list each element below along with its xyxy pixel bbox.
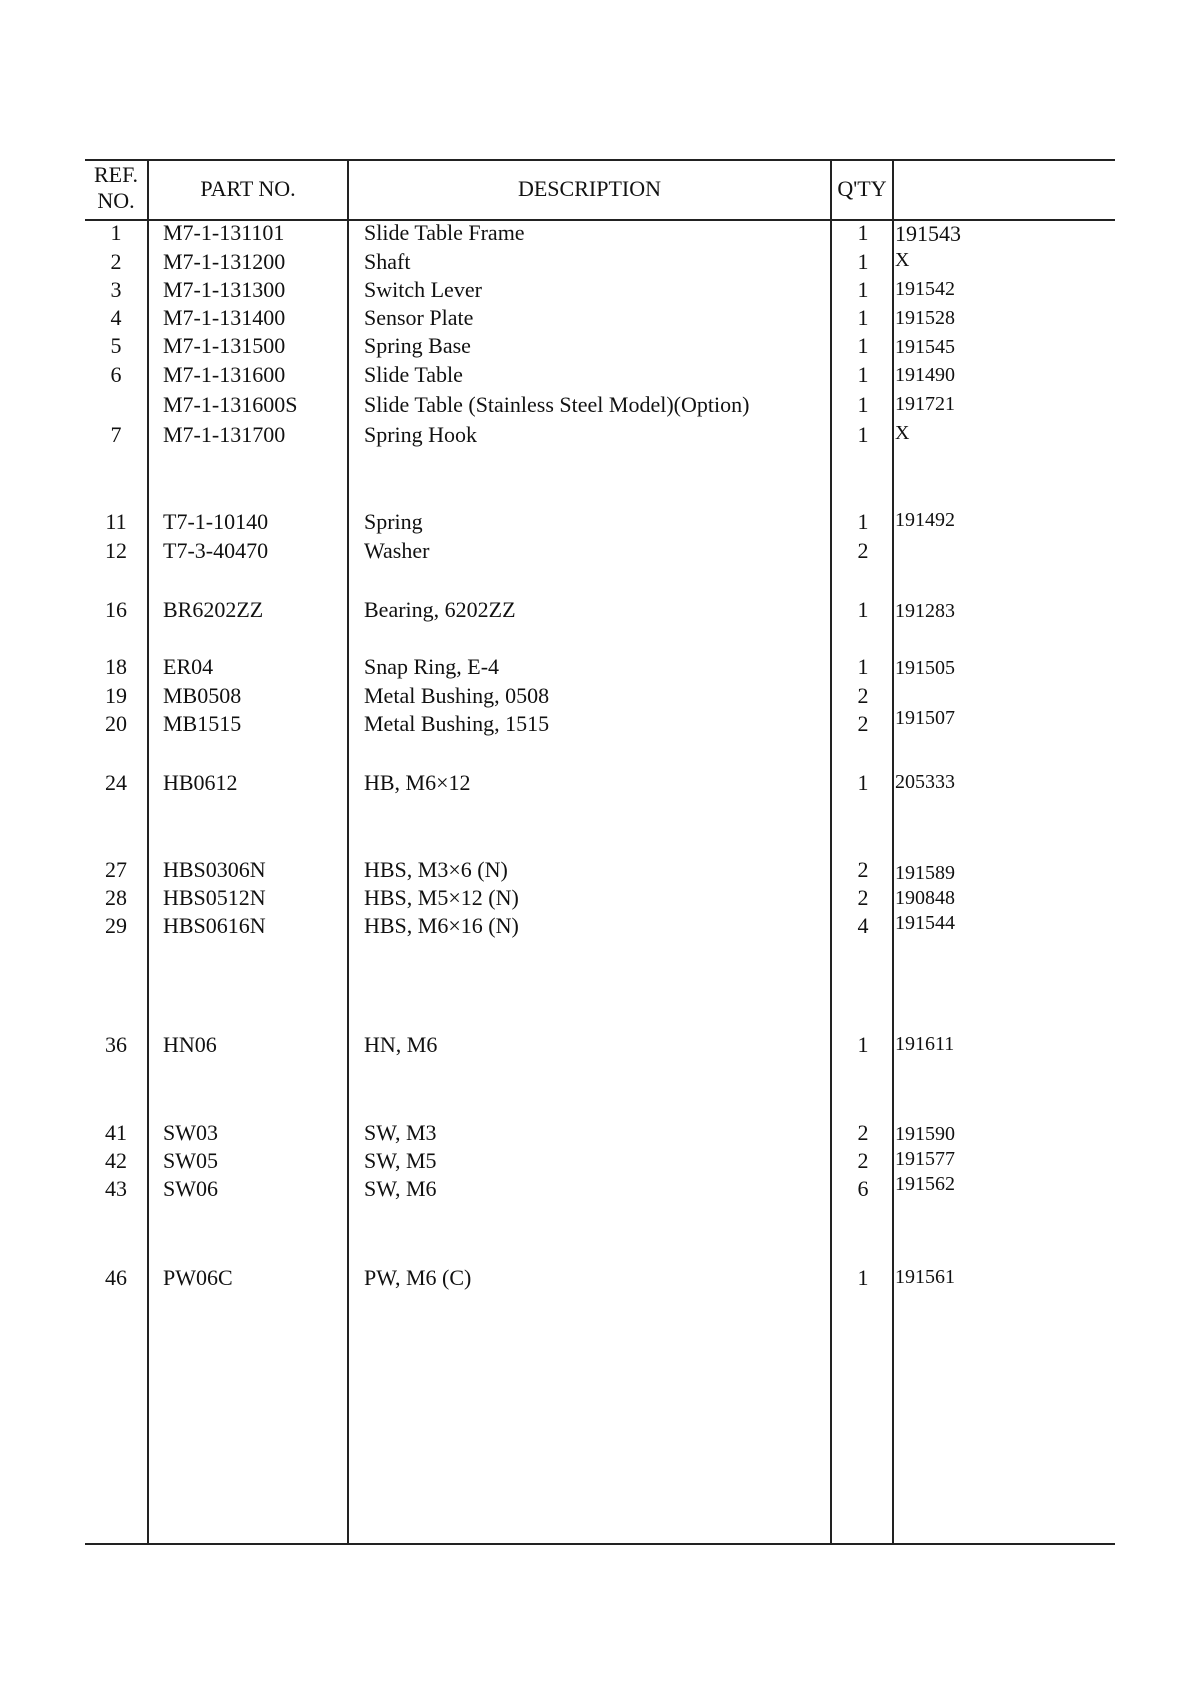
ref-no: 1: [110, 220, 122, 245]
code: 191528: [895, 307, 955, 329]
part-no: HB0612: [163, 770, 238, 795]
part-no: M7-1-131500: [163, 333, 286, 358]
code: 191611: [895, 1033, 955, 1055]
description: PW, M6 (C): [364, 1265, 472, 1290]
ref-no: 46: [105, 1265, 127, 1290]
ref-no: 11: [105, 509, 127, 534]
header-ref: [85, 162, 147, 214]
code: 191505: [895, 657, 955, 679]
part-no: T7-1-10140: [163, 509, 269, 534]
part-no: M7-1-131700: [163, 422, 286, 447]
ref-no: 27: [105, 857, 127, 882]
description: Snap Ring, E-4: [364, 654, 500, 679]
code: 191545: [895, 336, 955, 358]
part-no: M7-1-131600: [163, 362, 286, 387]
column-divider-part: [347, 159, 349, 1545]
quantity: 2: [857, 538, 869, 563]
ref-no: 16: [105, 597, 127, 622]
code: X: [895, 249, 910, 271]
code: 190848: [895, 887, 955, 909]
code: 191577: [895, 1148, 955, 1170]
part-no: HBS0306N: [163, 857, 266, 882]
ref-no: 12: [105, 538, 127, 563]
description: HBS, M5×12 (N): [364, 885, 519, 910]
ref-no: 41: [105, 1120, 127, 1145]
part-no: ER04: [163, 654, 214, 679]
description: Spring: [364, 509, 423, 534]
part-no: HBS0616N: [163, 913, 266, 938]
description: Switch Lever: [364, 277, 482, 302]
part-no: M7-1-131101: [163, 220, 285, 245]
description: HBS, M3×6 (N): [364, 857, 508, 882]
ref-no: 18: [105, 654, 127, 679]
header-part-no: PART NO.: [200, 176, 296, 201]
table-top-rule: [85, 159, 1115, 161]
description: Washer: [364, 538, 430, 563]
code: 191590: [895, 1123, 955, 1145]
ref-no: 5: [110, 333, 122, 358]
ref-no: 24: [105, 770, 127, 795]
quantity: 1: [857, 654, 869, 679]
description: Bearing, 6202ZZ: [364, 597, 516, 622]
header-ref-line1: REF.: [93, 162, 139, 187]
quantity: 1: [857, 220, 869, 245]
ref-no: 20: [105, 711, 127, 736]
ref-no: 3: [110, 277, 122, 302]
code: 191542: [895, 278, 955, 300]
description: Metal Bushing, 1515: [364, 711, 550, 736]
part-no: PW06C: [163, 1265, 233, 1290]
quantity: 2: [857, 1148, 869, 1173]
quantity: 1: [857, 597, 869, 622]
ref-no: 7: [110, 422, 122, 447]
quantity: 1: [857, 1265, 869, 1290]
description: Spring Base: [364, 333, 471, 358]
quantity: 2: [857, 711, 869, 736]
code: 191544: [895, 912, 955, 934]
quantity: 1: [857, 277, 869, 302]
header-ref-line2: NO.: [97, 188, 135, 213]
part-no: MB0508: [163, 683, 242, 708]
code: 205333: [895, 771, 955, 793]
quantity: 2: [857, 1120, 869, 1145]
table-bottom-rule: [85, 1543, 1115, 1545]
ref-no: 4: [110, 305, 122, 330]
ref-no: 36: [105, 1032, 127, 1057]
part-no: BR6202ZZ: [163, 597, 264, 622]
quantity: 2: [857, 885, 869, 910]
code: 191490: [895, 364, 955, 386]
ref-no: 42: [105, 1148, 127, 1173]
part-no: M7-1-131300: [163, 277, 286, 302]
description: Metal Bushing, 0508: [364, 683, 550, 708]
header-qty: Q'TY: [837, 176, 887, 201]
part-no: MB1515: [163, 711, 242, 736]
header-description: DESCRIPTION: [517, 176, 661, 201]
code: 191283: [895, 600, 955, 622]
code: 191507: [895, 707, 955, 729]
quantity: 1: [857, 509, 869, 534]
description: Spring Hook: [364, 422, 478, 447]
description: Sensor Plate: [364, 305, 474, 330]
part-no: HBS0512N: [163, 885, 266, 910]
code: 191543: [895, 221, 961, 246]
quantity: 1: [857, 362, 869, 387]
part-no: T7-3-40470: [163, 538, 269, 563]
quantity: 6: [857, 1176, 869, 1201]
code: 191589: [895, 862, 955, 884]
part-no: M7-1-131400: [163, 305, 286, 330]
description: HB, M6×12: [364, 770, 471, 795]
quantity: 1: [857, 1032, 869, 1057]
quantity: 1: [857, 305, 869, 330]
quantity: 1: [857, 249, 869, 274]
quantity: 4: [857, 913, 869, 938]
description: Slide Table: [364, 362, 463, 387]
part-no: SW06: [163, 1176, 218, 1201]
code: 191721: [895, 393, 955, 415]
description: Shaft: [364, 249, 411, 274]
code: 191562: [895, 1173, 955, 1195]
description: SW, M5: [364, 1148, 437, 1173]
ref-no: 6: [110, 362, 122, 387]
ref-no: 19: [105, 683, 127, 708]
quantity: 1: [857, 422, 869, 447]
quantity: 2: [857, 857, 869, 882]
column-divider-ref: [147, 159, 149, 1545]
description: Slide Table Frame: [364, 220, 525, 245]
ref-no: 28: [105, 885, 127, 910]
ref-no: 2: [110, 249, 122, 274]
description: HN, M6: [364, 1032, 438, 1057]
code: X: [895, 422, 910, 444]
quantity: 2: [857, 683, 869, 708]
part-no: M7-1-131200: [163, 249, 286, 274]
description: HBS, M6×16 (N): [364, 913, 519, 938]
ref-no: 29: [105, 913, 127, 938]
code: 191561: [895, 1266, 955, 1288]
part-no: SW05: [163, 1148, 218, 1173]
code: 191492: [895, 509, 955, 531]
description: Slide Table (Stainless Steel Model)(Option): [364, 392, 750, 417]
part-no: M7-1-131600S: [163, 392, 298, 417]
part-no: SW03: [163, 1120, 218, 1145]
quantity: 1: [857, 770, 869, 795]
ref-no: 43: [105, 1176, 127, 1201]
description: SW, M6: [364, 1176, 437, 1201]
quantity: 1: [857, 392, 869, 417]
parts-table: [85, 159, 1115, 1545]
part-no: HN06: [163, 1032, 217, 1057]
description: SW, M3: [364, 1120, 437, 1145]
quantity: 1: [857, 333, 869, 358]
